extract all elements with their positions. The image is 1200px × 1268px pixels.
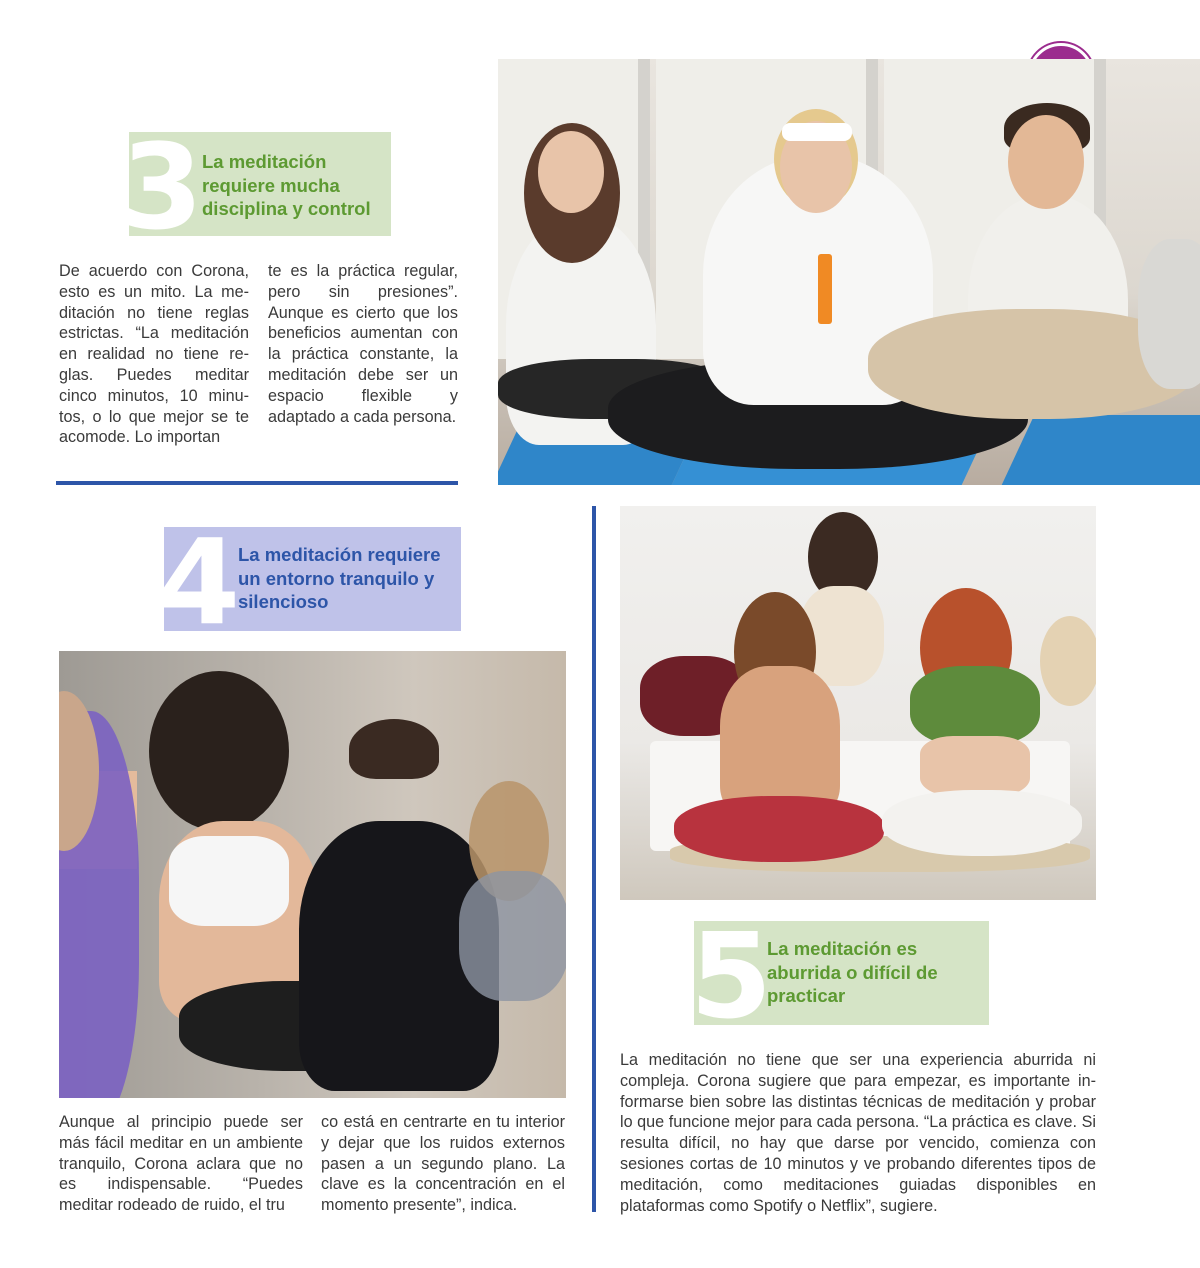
myth-3-title: La meditación requiere mucha disciplina y control — [202, 151, 371, 219]
myth-4-text-col-1: Aunque al principio puede ser más fácil meditar en un ambiente tranquilo, Corona aclara que no es indispensable. “Puedes meditar rodeado de ruido, el tru — [59, 1113, 303, 1215]
myth-5-number: 5 — [690, 907, 773, 1045]
myth-4-title: La meditación requiere un entorno tranquilo y silencioso — [238, 544, 441, 612]
myth-3-number: 3 — [121, 118, 204, 256]
myth-3-heading-box — [121, 118, 391, 256]
photo-meditation-class-smiling — [59, 651, 566, 1098]
myth-4-number: 4 — [158, 513, 241, 651]
myth-3-text-col-1: De acuerdo con Corona, esto es un mito. La meditación no tiene reglas estrictas. “La meditación en realidad no tiene reglas. Puedes meditar cinco minutos, 10 minutos, o lo que mejor se te acomode. Lo importan — [59, 262, 249, 447]
myth-5-text: La meditación no tiene que ser una experiencia aburrida ni compleja. Corona sugiere que para empezar, es importante informarse bien sobre las distintas técnicas de meditación y probar lo que funcione mejor para cada persona. “La práctica es clave. Si resulta difícil, no hay que darse por vencido, comienza con sesiones cortas de 10 minutos y ve probando diferentes tipos de meditación, como meditaciones guiadas disponibles en plataformas como Spotify o Netflix”, sugiere. — [620, 1051, 1096, 1215]
horizontal-divider — [56, 481, 458, 485]
myth-5-title: La meditación es aburrida o difícil de practicar — [767, 938, 938, 1006]
myth-3-text-col-2: te es la práctica regular, pero sin presiones”. Aunque es cierto que los beneficios aumentan con la práctica constante, la meditación debe ser un espacio flexible y adaptado a cada persona. — [268, 262, 458, 426]
myth-5-heading-box — [690, 907, 989, 1045]
vertical-divider — [592, 506, 596, 1212]
myth-4-heading-box — [158, 513, 461, 651]
photo-group-yoga-class — [498, 59, 1200, 485]
myth-4-text-col-2: co está en centrarte en tu interior y dejar que los ruidos externos pasen a un segundo plano. La clave es la concentración en el momento presente”, indica. — [321, 1113, 565, 1215]
photo-three-women-lotus — [620, 506, 1096, 900]
